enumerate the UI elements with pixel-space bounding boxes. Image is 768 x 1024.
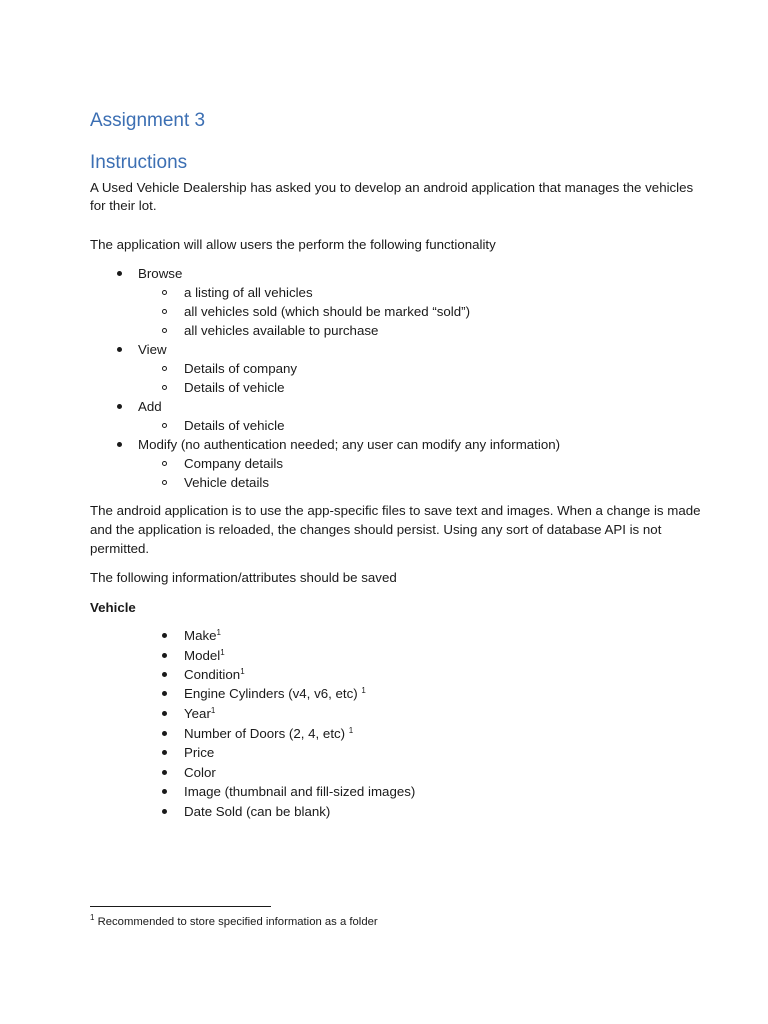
intro-paragraph-line-2: for their lot. (90, 198, 157, 213)
bullet-icon (162, 633, 167, 638)
circle-bullet-icon (162, 290, 167, 295)
list-item: Modify (no authentication needed; any user can modify any information) (138, 437, 561, 452)
section-heading: Instructions (90, 152, 188, 173)
document-title: Assignment 3 (90, 110, 206, 131)
list-item: Date Sold (can be blank) (184, 804, 331, 819)
intro-paragraph-line-1: A Used Vehicle Dealership has asked you to develop an android application that manages the vehicles (90, 180, 694, 195)
list-item: Browse (138, 266, 183, 281)
vehicle-heading: Vehicle (90, 600, 136, 615)
list-item: Model$^1$ (184, 648, 225, 663)
bullet-icon (117, 271, 122, 276)
list-item: View (138, 342, 167, 357)
circle-bullet-icon (162, 385, 167, 390)
circle-bullet-icon (162, 423, 167, 428)
list-item: Make$^1$ (184, 628, 221, 643)
circle-bullet-icon (162, 461, 167, 466)
bullet-icon (162, 809, 167, 814)
bullet-icon (117, 442, 122, 447)
storage-paragraph-line-1: The android application is to use the app-specific files to save text and images. When a change is made (90, 503, 701, 518)
sub-list-item: all vehicles available to purchase (184, 323, 379, 338)
footnote-text: Recommended to store specified information as a folder (94, 916, 378, 928)
sub-list-item: Details of company (184, 361, 298, 376)
circle-bullet-icon (162, 366, 167, 371)
footnote-separator (90, 906, 271, 907)
list-item: Image (thumbnail and fill-sized images) (184, 784, 416, 799)
bullet-icon (117, 347, 122, 352)
bullet-icon (162, 731, 167, 736)
list-item: Engine Cylinders (v4, v6, etc) $^1$ (184, 686, 366, 701)
footnote (90, 915, 378, 930)
circle-bullet-icon (162, 328, 167, 333)
sub-list-item: Details of vehicle (184, 418, 285, 433)
bullet-icon (162, 691, 167, 696)
sub-list-item: Details of vehicle (184, 380, 285, 395)
bullet-icon (162, 672, 167, 677)
sub-list-item: all vehicles sold (which should be marked “sold”) (184, 304, 471, 319)
list-item: Year$^1$ (184, 706, 216, 721)
sub-list-item: Company details (184, 456, 284, 471)
list-item: Condition$^1$ (184, 667, 245, 682)
bullet-icon (162, 789, 167, 794)
list-item: Add (138, 399, 162, 414)
list-item: Color (184, 765, 216, 780)
functionality-intro: The application will allow users the perform the following functionality (90, 237, 496, 252)
list-item: Price (184, 745, 215, 760)
circle-bullet-icon (162, 309, 167, 314)
storage-paragraph-line-2: and the application is reloaded, the changes should persist. Using any sort of database API is not (90, 522, 662, 537)
circle-bullet-icon (162, 480, 167, 485)
footnote-marker: 1 (90, 913, 95, 922)
bullet-icon (162, 750, 167, 755)
bullet-icon (162, 770, 167, 775)
sub-list-item: Vehicle details (184, 475, 270, 490)
list-item: Number of Doors (2, 4, etc) $^1$ (184, 726, 354, 741)
bullet-icon (162, 653, 167, 658)
storage-paragraph-line-3: permitted. (90, 541, 150, 556)
bullet-icon (117, 404, 122, 409)
attributes-intro: The following information/attributes should be saved (90, 570, 397, 585)
bullet-icon (162, 711, 167, 716)
sub-list-item: a listing of all vehicles (184, 285, 313, 300)
